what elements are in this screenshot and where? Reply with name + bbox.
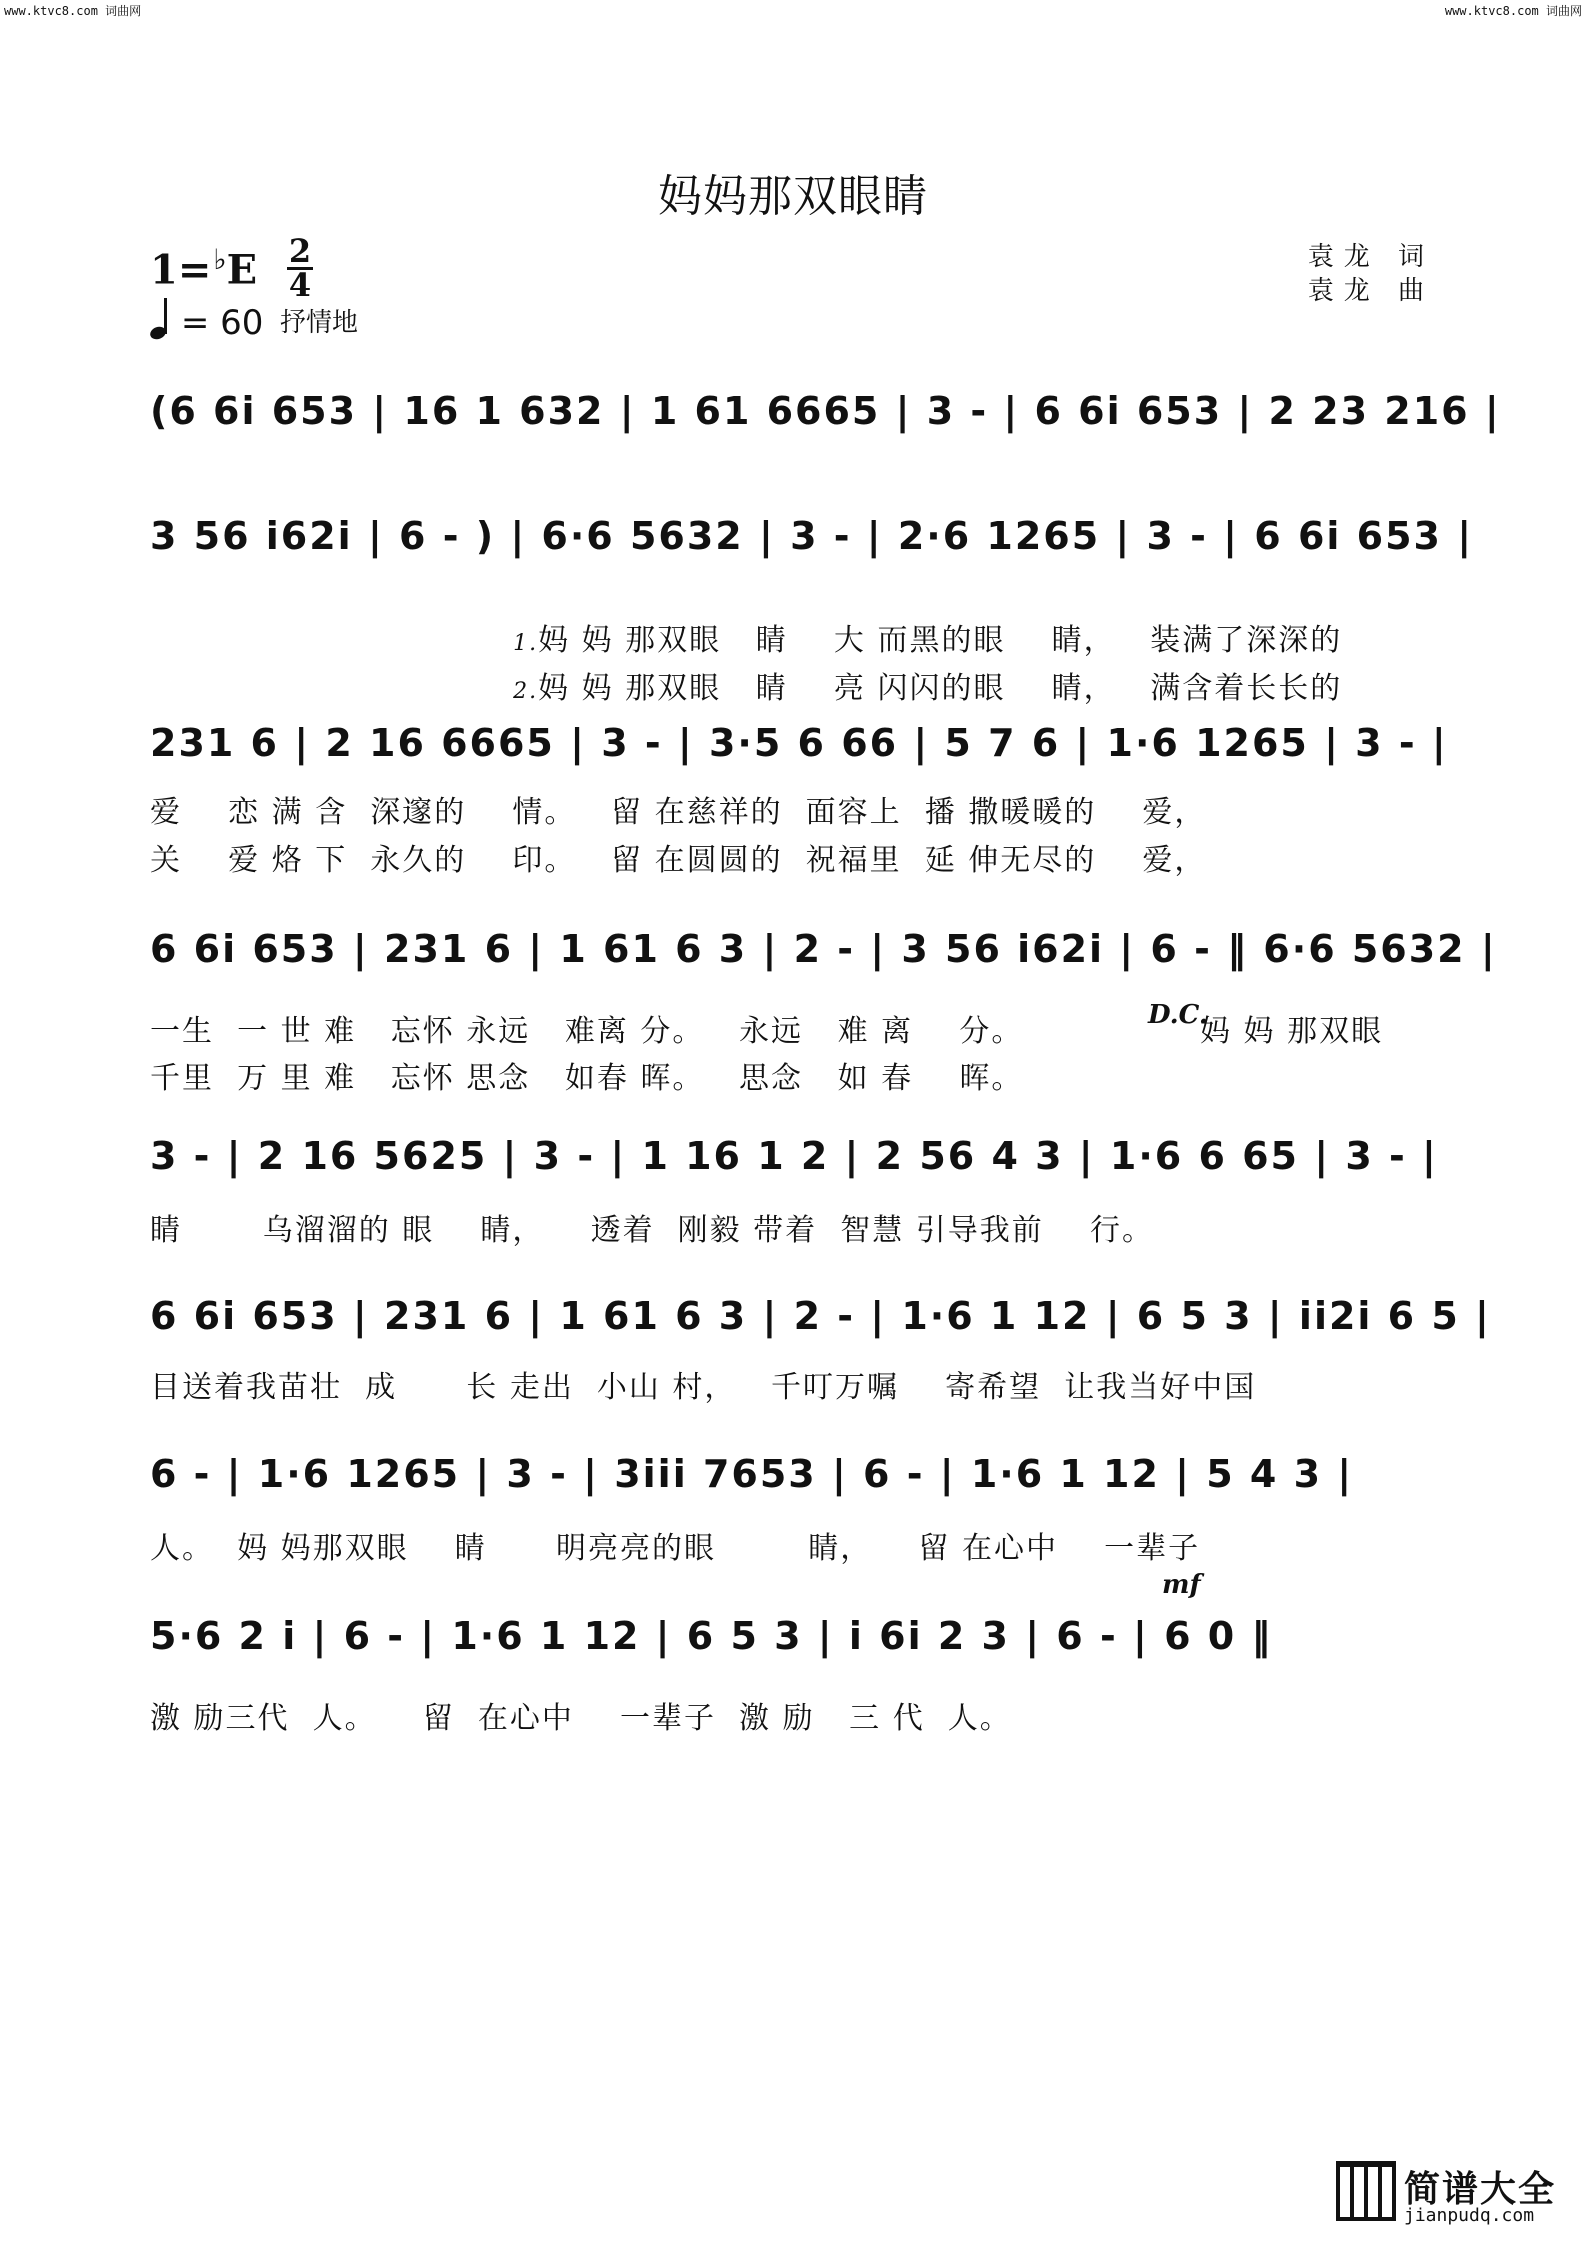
song-title: 妈妈那双眼睛 <box>658 171 928 222</box>
logo-name: 简谱大全 <box>1404 2169 1557 2210</box>
flat-sign: ♭ <box>213 243 227 276</box>
time-sig-top: 2 <box>288 232 312 270</box>
quarter-note-icon <box>150 296 170 340</box>
notation-line: (6 6i 653 | 16 1 632 | 1 61 6665 | 3 - | 6 6i 653 | 2 23 216 | <box>150 389 1501 433</box>
lyric-line: 人。 妈 妈那双眼 睛 明亮亮的眼 睛， 留 在心中 一辈子 <box>150 1531 1201 1566</box>
notation-line: 3 56 i62i | 6 - ) | 6·6 5632 | 3 - | 2·6 1265 | 3 - | 6 6i 653 | <box>150 514 1474 558</box>
lyric-line: 千里 万 里 难 忘怀 思念 如春 晖。 思念 如 春 晖。 <box>150 1061 1024 1096</box>
tempo-marking <box>150 296 263 343</box>
composer-credit: 袁龙 曲 <box>1307 276 1434 306</box>
score-system <box>150 1438 1440 1508</box>
lyric-line: 睛 乌溜溜的 眼 睛， 透着 刚毅 带着 智慧 引导我前 行。 <box>150 1213 1154 1248</box>
score-system <box>150 707 1448 777</box>
notation-line: 231 6 | 2 16 6665 | 3 - | 3·5 6 66 | 5 7 6 | 1·6 1265 | 3 - | <box>150 721 1448 765</box>
expression-mark: 抒情地 <box>280 308 359 338</box>
logo-url: jianpudq.com <box>1404 2205 1535 2226</box>
verse-number: 1. <box>513 631 539 656</box>
key-note: E <box>226 246 258 294</box>
time-sig-bottom: 4 <box>288 266 312 304</box>
time-signature <box>287 232 313 304</box>
lyric-text: 妈 妈 那双眼 睛 亮 闪闪的眼 睛， 满含着长长的 <box>538 671 1343 706</box>
lyric-line <box>490 628 1586 707</box>
notation-line: 6 - | 1·6 1265 | 3 - | 3iii 7653 | 6 - | 1·6 1 12 | 5 4 3 | <box>150 1452 1354 1496</box>
lyric-line: 激 励三代 人。 留 在心中 一辈子 激 励 三 代 人。 <box>150 1701 1012 1736</box>
notation-line: 3 - | 2 16 5625 | 3 - | 1 16 1 2 | 2 56 4 3 | 1·6 6 65 | 3 - | <box>150 1134 1438 1178</box>
lyric-line: 爱 恋 满 含 深邃的 情。 留 在慈祥的 面容上 播 撒暖暖的 爱， <box>150 795 1207 830</box>
lyric-text: 妈 妈 那双眼 睛 大 而黑的眼 睛， 装满了深深的 <box>538 623 1343 658</box>
notation-line: 5·6 2 i | 6 - | 1·6 1 12 | 6 5 3 | i 6i 2 3 | 6 - | 6 0 ‖ <box>150 1614 1273 1658</box>
dc-lyric: 妈 妈 那双眼 <box>1200 1014 1384 1049</box>
verse-number: 2. <box>513 679 539 704</box>
notation-line: 6 6i 653 | 231 6 | 1 61 6 3 | 2 - | 3 56 i62i | 6 - ‖ 6·6 5632 | <box>150 927 1497 971</box>
score-system <box>150 1280 1491 1350</box>
notation-line: 6 6i 653 | 231 6 | 1 61 6 3 | 2 - | 1·6 1 12 | 6 5 3 | ii2i 6 5 | <box>150 1294 1491 1338</box>
site-logo <box>1336 2161 1566 2231</box>
dynamic-mark-mf: mf <box>1162 1570 1201 1600</box>
score-system <box>150 913 1497 983</box>
score-system <box>150 1600 1440 1670</box>
lyric-line: 关 爱 烙 下 永久的 印。 留 在圆圆的 祝福里 延 伸无尽的 爱， <box>150 843 1207 878</box>
score-system <box>150 500 1474 570</box>
lyricist-credit: 袁龙 词 <box>1307 242 1434 272</box>
site-label-right: www.ktvc8.com 词曲网 <box>1444 4 1582 18</box>
site-label-left: www.ktvc8.com 词曲网 <box>4 4 142 18</box>
score-system <box>150 1120 1440 1190</box>
dc-mark: D.C. <box>1148 1000 1208 1030</box>
piano-keys-icon <box>1336 2161 1396 2221</box>
lyric-line: 目送着我苗壮 成 长 走出 小山 村， 千叮万嘱 寄希望 让我当好中国 <box>150 1370 1257 1405</box>
key-signature <box>150 243 257 293</box>
tempo-value: = 60 <box>180 303 264 343</box>
lyric-line: 一生 一 世 难 忘怀 永远 难离 分。 永远 难 离 分。 <box>150 1014 1024 1049</box>
key-prefix: 1= <box>150 246 212 294</box>
score-system <box>150 375 1501 445</box>
